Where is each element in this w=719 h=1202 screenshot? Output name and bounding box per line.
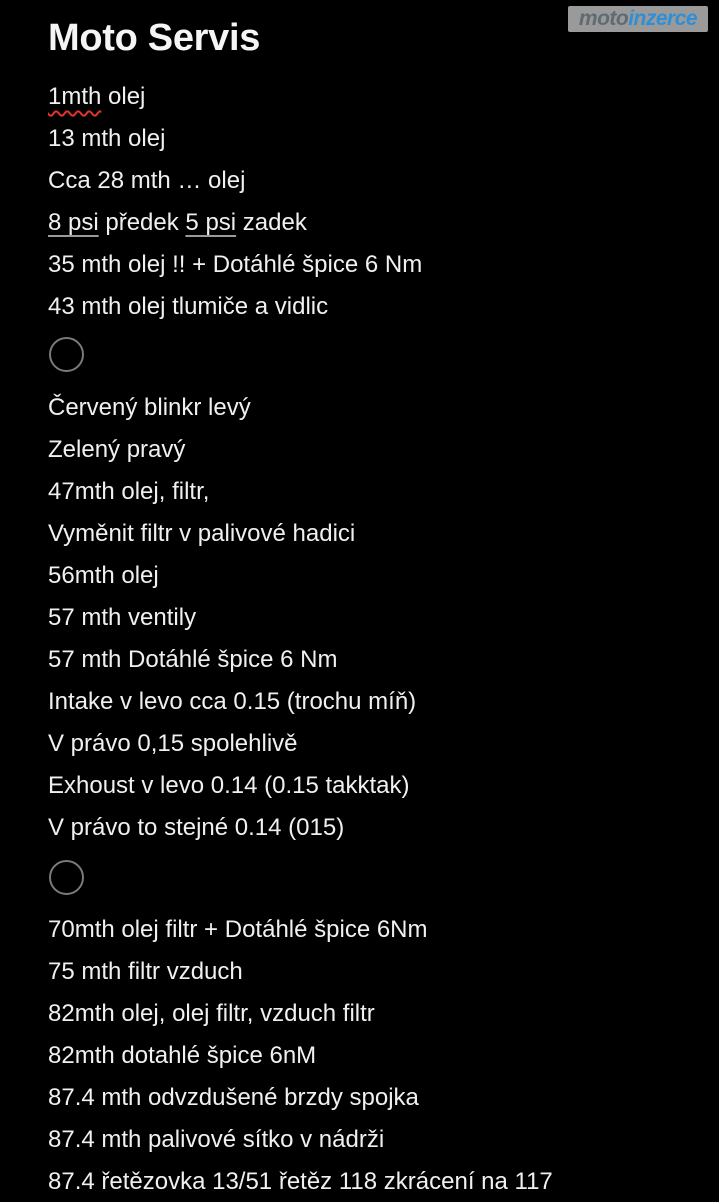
note-line[interactable]: Intake v levo cca 0.15 (trochu míň) (48, 688, 417, 715)
note-line[interactable]: 82mth dotahlé špice 6nM (48, 1042, 317, 1069)
note-line[interactable]: V právo to stejné 0.14 (015) (48, 814, 345, 841)
note-line[interactable]: 57 mth ventily (48, 604, 197, 631)
watermark-text-moto: moto (578, 7, 629, 30)
note-line[interactable]: Zelený pravý (48, 436, 186, 463)
note-line[interactable]: 82mth olej, olej filtr, vzduch filtr (48, 1000, 375, 1027)
detected-unit-link[interactable]: 8 psi (48, 209, 99, 236)
checklist-checkbox[interactable] (49, 337, 84, 372)
checklist-checkbox[interactable] (49, 860, 84, 895)
watermark-logo (568, 6, 708, 32)
misspelled-word[interactable]: 1mth (48, 83, 102, 110)
note-line[interactable]: 56mth olej (48, 562, 159, 589)
note-line-text: předek (98, 209, 186, 236)
note-title[interactable]: Moto Servis (48, 17, 261, 59)
note-line[interactable]: 87.4 mth odvzdušené brzdy spojka (48, 1084, 419, 1111)
note-line[interactable]: 75 mth filtr vzduch (48, 958, 243, 985)
watermark-text-inzerce: inzerce (628, 7, 698, 30)
note-line-text: olej (101, 83, 146, 110)
note-line[interactable] (48, 203, 307, 243)
note-line[interactable]: 47mth olej, filtr, (48, 478, 210, 505)
note-line[interactable]: V právo 0,15 spolehlivě (48, 730, 298, 757)
note-line[interactable]: 87.4 mth palivové sítko v nádrži (48, 1126, 385, 1153)
note-line[interactable]: 43 mth olej tlumiče a vidlic (48, 293, 329, 320)
note-line[interactable]: 70mth olej filtr + Dotáhlé špice 6Nm (48, 916, 428, 943)
note-line[interactable]: 87.4 řetězovka 13/51 řetěz 118 zkrácení na 117 (48, 1168, 553, 1195)
note-line[interactable]: Červený blinkr levý (48, 394, 251, 421)
note-line-text: zadek (236, 209, 307, 236)
detected-unit-link[interactable]: 5 psi (185, 209, 237, 236)
note-line[interactable]: Exhoust v levo 0.14 (0.15 takktak) (48, 772, 410, 799)
note-line[interactable]: 13 mth olej (48, 125, 166, 152)
note-line[interactable]: 57 mth Dotáhlé špice 6 Nm (48, 646, 338, 673)
note-line[interactable]: Cca 28 mth … olej (48, 167, 246, 194)
note-line[interactable]: 35 mth olej !! + Dotáhlé špice 6 Nm (48, 251, 423, 278)
note-line[interactable] (48, 77, 145, 117)
note-line[interactable]: Vyměnit filtr v palivové hadici (48, 520, 356, 547)
